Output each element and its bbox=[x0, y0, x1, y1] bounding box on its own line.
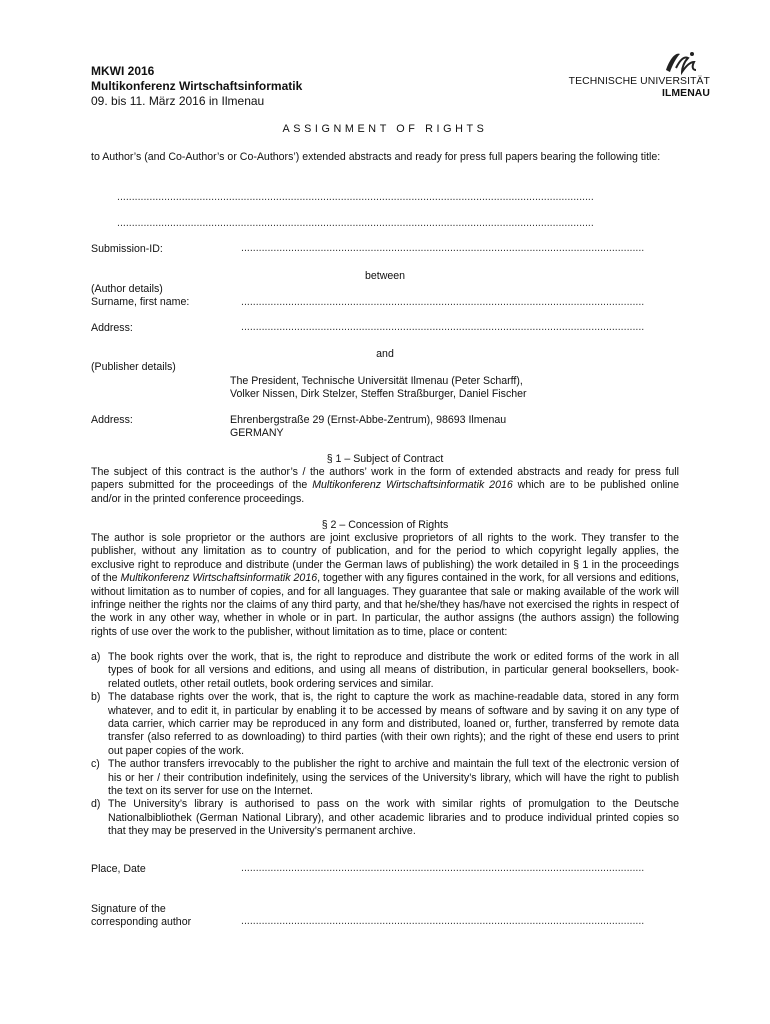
publisher-address-line-2: GERMANY bbox=[230, 427, 284, 439]
publisher-line-1: The President, Technische Universität Ilmenau (Peter Scharff), bbox=[230, 375, 523, 387]
author-address-label: Address: bbox=[91, 322, 133, 334]
list-item-text: The University’s library is authorised to pass on the work with similar rights of promulgation to the Deutsche Nationalbibliothek (German National Library), and other academic libraries and to produce individual printed copies so that they may be preserved in the University’s permanent archive. bbox=[108, 798, 679, 838]
and-label: and bbox=[376, 348, 394, 360]
section-2-text-b: , together with any figures contained in the work, for all versions and editions, without limitation as to number of copies, and for all languages. They guarantee that sale or making available of the work will infringe neither the rights nor the claims of any third party, and that he/she/they has/have not exercised the rights in respect of the work in any other way, whether in whole or in part. In particular, the author assigns (the authors assign) the following rights of use over the work to the publisher, without limitation as to time, place or content: bbox=[91, 572, 679, 638]
author-address-field[interactable]: ......................................................................................................................................... bbox=[241, 321, 645, 333]
signature-label-line-2: corresponding author bbox=[91, 916, 192, 928]
publisher-line-2: Volker Nissen, Dirk Stelzer, Steffen Straßburger, Daniel Fischer bbox=[230, 388, 527, 400]
list-marker: c) bbox=[91, 758, 100, 771]
section-1-text bbox=[91, 466, 679, 506]
title-line-1[interactable]: .................................................................................................................................................................. bbox=[117, 191, 594, 203]
section-1-text-b: which are to be published online and/or in the printed conference proceedings. bbox=[91, 479, 679, 505]
conference-name: MKWI 2016 bbox=[91, 64, 155, 78]
place-date-label: Place, Date bbox=[91, 863, 146, 875]
document-title: ASSIGNMENT OF RIGHTS bbox=[282, 123, 488, 135]
university-name-line2: ILMENAU bbox=[661, 87, 710, 99]
university-name bbox=[569, 76, 710, 99]
publisher-details-label: (Publisher details) bbox=[91, 361, 176, 373]
list-marker: b) bbox=[91, 691, 101, 704]
section-2-text bbox=[91, 532, 679, 639]
submission-id-label: Submission-ID: bbox=[91, 243, 163, 255]
list-item bbox=[91, 651, 679, 691]
section-2-text-a: The author is sole proprietor or the authors are joint exclusive proprietors of all rights to the work. They transfer to the publisher, without any limitation as to country of publication, and for the period to which copyright legally applies, the exclusive right to reproduce and distribute (under the German laws of publishing) the work detailed in § 1 in the proceedings of the bbox=[91, 532, 679, 585]
tu-ilmenau-logo-icon bbox=[662, 48, 702, 76]
signature-field[interactable]: ......................................................................................................................................... bbox=[241, 915, 645, 927]
conference-header bbox=[91, 64, 302, 109]
surname-field[interactable]: ......................................................................................................................................... bbox=[241, 296, 645, 308]
conference-dates: 09. bis 11. März 2016 in Ilmenau bbox=[91, 94, 265, 108]
author-details-label: (Author details) bbox=[91, 283, 163, 295]
section-2-conference-title: Multikonferenz Wirtschaftsinformatik 2016 bbox=[120, 572, 318, 585]
list-item-text: The database rights over the work, that is, the right to capture the work as machine-readable data, stored in any form whatever, and to edit it, in particular by enabling it to be accessed by means of software and by saving it on any type of data carrier, which carrier may be reproduced in any form and distributed, loaned or, further, transferred by remote data transfer (also referred to as downloading) to third parties (with their own rights); and the right of these end users to print out paper copies of the work. bbox=[108, 691, 679, 757]
publisher-address-label: Address: bbox=[91, 414, 133, 426]
section-1-conference-title: Multikonferenz Wirtschaftsinformatik 2016 bbox=[312, 479, 513, 492]
title-line-2[interactable]: .................................................................................................................................................................. bbox=[117, 217, 594, 229]
signature-label-line-1: Signature of the bbox=[91, 903, 166, 915]
section-1-heading: § 1 – Subject of Contract bbox=[326, 453, 444, 465]
list-item bbox=[91, 798, 679, 838]
university-logo bbox=[560, 48, 710, 108]
conference-full-name: Multikonferenz Wirtschaftsinformatik bbox=[91, 79, 303, 93]
list-marker: a) bbox=[91, 651, 101, 663]
surname-label: Surname, first name: bbox=[91, 296, 190, 308]
list-item-text: The book rights over the work, that is, the right to reproduce and distribute the work or edited forms of the work in all types of book for all versions and editions, and using all means of distribution, in particular general booksellers, book-related outlets, other retail outlets, book ordering services and similar. bbox=[108, 651, 679, 690]
rights-list bbox=[91, 651, 679, 839]
section-1-text-a: The subject of this contract is the author’s / the authors’ work in the form of extended abstracts and ready for press full papers submitted for the proceedings of the bbox=[91, 466, 679, 492]
submission-id-field[interactable]: ......................................................................................................................................... bbox=[241, 242, 645, 254]
intro-text: to Author’s (and Co-Author’s or Co-Authors’) extended abstracts and ready for press full papers bearing the following title: bbox=[91, 151, 661, 163]
list-marker: d) bbox=[91, 798, 101, 811]
place-date-field[interactable]: ......................................................................................................................................... bbox=[241, 862, 645, 874]
university-name-line1: TECHNISCHE UNIVERSITÄT bbox=[568, 76, 710, 87]
section-2-heading: § 2 – Concession of Rights bbox=[321, 519, 449, 531]
list-item-text: The author transfers irrevocably to the publisher the right to archive and maintain the full text of the electronic version of his or her / their contribution indefinitely, using the services of the University’s library, which will have the right to publish the text on its server for use on the Internet. bbox=[108, 758, 679, 798]
publisher-address-line-1: Ehrenbergstraße 29 (Ernst-Abbe-Zentrum), 98693 Ilmenau bbox=[230, 414, 507, 426]
between-label: between bbox=[364, 270, 406, 282]
list-item bbox=[91, 758, 679, 798]
list-item bbox=[91, 691, 679, 758]
